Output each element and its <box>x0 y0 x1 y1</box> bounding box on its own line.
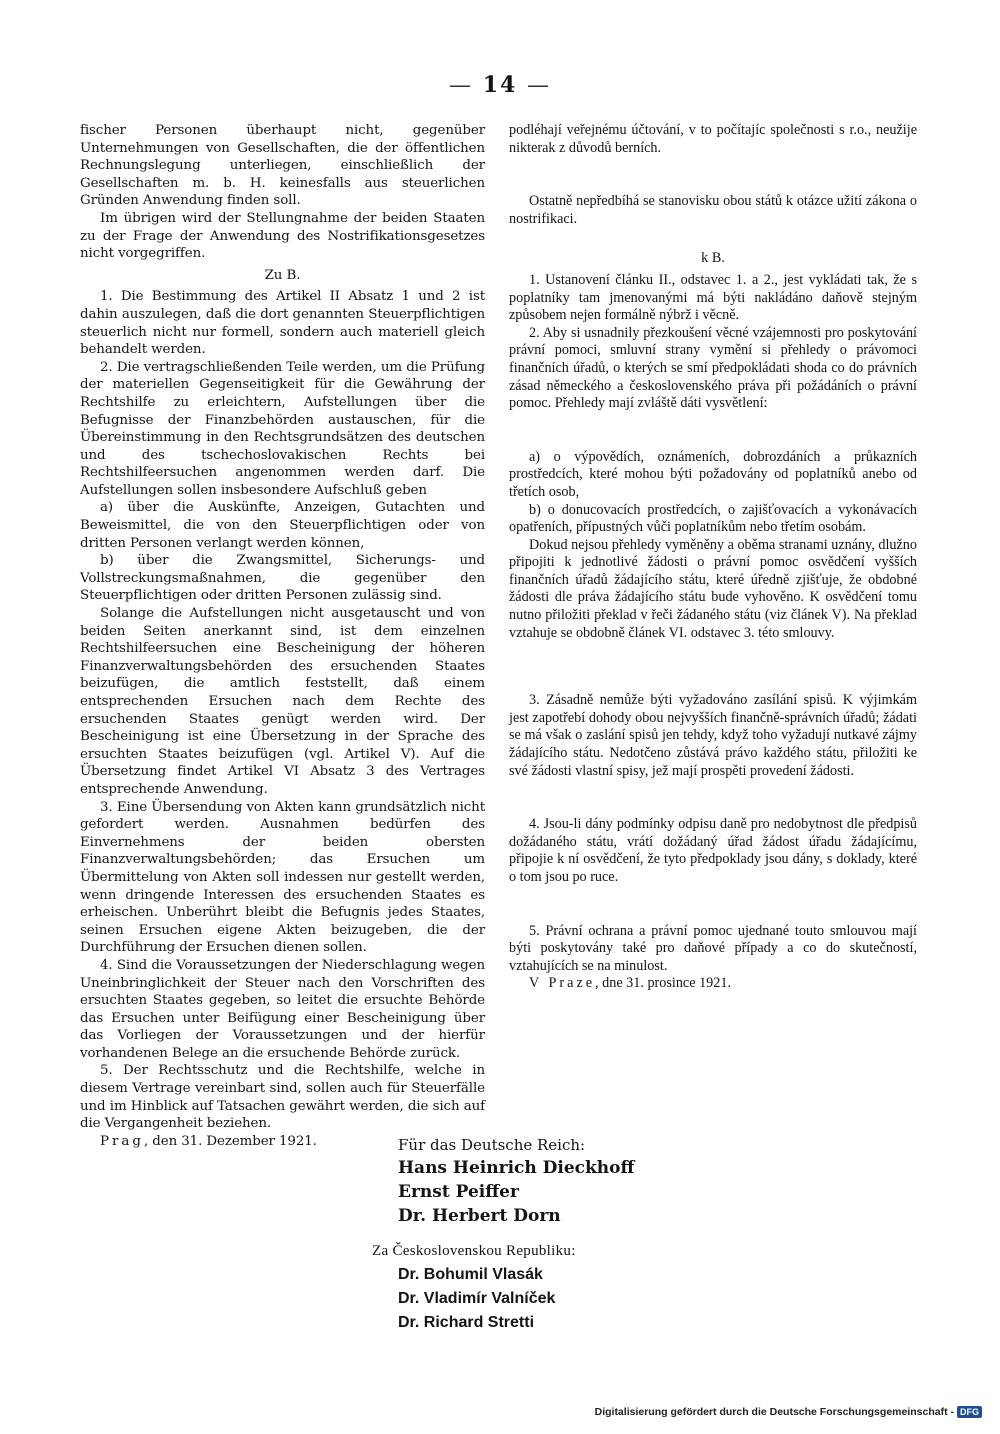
czech-paragraph: Ostatně nepředbíhá se stanovisku obou států k otázce užití zákona o nostrifikaci. <box>509 193 917 227</box>
czech-item-1: 1. Ustanovení článku II., odstavec 1. a 2., jest vykládati tak, že s poplatníky tam jmenovanými má býti nakládáno daňově stejným způsobem nejen formálně nýbrž i věcně. <box>509 271 917 324</box>
german-item-3: 3. Eine Übersendung von Akten kann grundsätzlich nicht gefordert werden. Ausnahmen bedürfen des Einvernehmens der beiden obersten Finanzverwaltungsbehörden; das Ersuchen um Übermittelung von Akten soll indessen nur gestellt werden, wenn dringende Interessen des ersuchenden Staates es erheischen. Unberührt bleibt die Befugnis jedes Staates, seinen Ersuchen eigene Akten beizugeben, die der Durchführung der Ersuchen dienen sollen. <box>80 799 485 956</box>
czech-paragraph: podléhají veřejnému účtování, v to počítajíc společnosti s r.o., neužije nikterak z důvodů berních. <box>509 122 917 156</box>
german-signatory: Ernst Peiffer <box>398 1182 519 1202</box>
german-item-2a: a) über die Auskünfte, Anzeigen, Gutachten und Beweismittel, die von den Steuerpflichtigen oder von dritten Personen verlangt werden können, <box>80 500 485 551</box>
german-signatory: Hans Heinrich Dieckhoff <box>398 1158 635 1178</box>
czech-signatory: Dr. Vladimír Valníček <box>398 1290 556 1307</box>
credit-text: Digitalisierung gefördert durch die Deutsche Forschungsgemeinschaft - <box>594 1406 954 1418</box>
german-dateline: Prag, den 31. Dezember 1921. <box>100 1133 317 1149</box>
czech-item-2: 2. Aby si usnadnily přezkoušení věcné vzájemnosti pro poskytování právní pomoci, smluvní strany vymění si přehledy o právomoci finančních úřadů, o kterých se smí předpokládati shoda co do právních zásad německého a československého práva při požádáních o právní pomoc. Přehledy mají zvláště dáti vysvětlení: <box>509 324 917 412</box>
czech-signatory: Dr. Richard Stretti <box>398 1314 535 1331</box>
czech-item-3: 3. Zásadně nemůže býti vyžadováno zasílání spisů. K výjimkám jest zapotřebí dohody obou nejvyšších finančně-správních úřadů; žádati se má však o zaslání spisů jen tehdy, když toho vyžadují nutkavé zájmy žádajícího státu. Nedotčeno zůstává právo každého státu, přiložiti ke své žádosti vlastní spisy, jež mají prospěti provedení žádosti. <box>509 692 917 779</box>
german-signatory-lead: Für das Deutsche Reich: <box>398 1136 586 1154</box>
german-paragraph: fischer Personen überhaupt nicht, gegenüber Unternehmungen von Gesellschaften, die der öffentlichen Rechnungslegung unterliegen, einschließlich der Gesellschaften m. b. H. keinesfalls aus steuerlichen Gründen Anwendung finden soll. <box>80 123 485 209</box>
german-item-5: 5. Der Rechtsschutz und die Rechtshilfe, welche in diesem Vertrage vereinbart sind, sollen auch für Steuerfälle und im Hinblick auf Tatsachen gewährt werden, die sich auf die Vergangenheit beziehen. <box>80 1063 485 1132</box>
digitization-credit <box>595 1406 982 1418</box>
german-item-2: 2. Die vertragschließenden Teile werden, um die Prüfung der materiellen Gegenseitigkeit für die Gewährung der Rechtshilfe zu erleichtern, Aufstellungen über die Befugnisse der Finanzbehörden austauschen, für die Übereinstimmung in den Rechtsgrundsätzen des deutschen und des tschechoslovakischen Rechts bei Rechtshilfeersuchen angenommen werden darf. Die Aufstellungen sollen insbesondere Aufschluß geben <box>80 359 485 498</box>
czech-column <box>509 122 917 993</box>
german-item-2-continued: Solange die Aufstellungen nicht ausgetauscht und von beiden Seiten anerkannt sind, ist dem einzelnen Rechtshilfeersuchen eine Bescheinigung der höheren Finanzverwaltungsbehörden des ersuchenden Staates beizufügen, die amtlich feststellt, daß einem entsprechenden Ersuchen nach dem Rechte des ersuchenden Staates genügt werden wird. Der Bescheinigung ist eine Übersetzung in der Sprache des ersuchten Staates beizufügen (vgl. Artikel V). Auf die Übersetzung findet Artikel VI Absatz 3 des Vertrages entsprechende Anwendung. <box>80 606 485 797</box>
dfg-logo: DFG <box>957 1406 982 1418</box>
page-number: — 14 — <box>449 72 551 98</box>
czech-dateline: V Praze, dne 31. prosince 1921. <box>529 975 731 992</box>
german-column <box>80 122 485 1150</box>
czech-signatory-lead: Za Československou Republiku: <box>372 1243 576 1259</box>
german-item-2b: b) über die Zwangsmittel, Sicherungs- und Vollstreckungsmaßnahmen, die gegenüber den Steuerpflichtigen oder dritten Personen zulässig sind. <box>80 553 485 604</box>
czech-item-2b: b) o donucovacích prostředcích, o zajišťovacích a vykonávacích opatřeních, přípustných vůči poplatníkům nebo třetím osobám. <box>509 501 917 536</box>
german-item-4: 4. Sind die Voraussetzungen der Niederschlagung wegen Uneinbringlichkeit der Steuer nach den Vorschriften des ersuchten Staates gegeben, so leitet die ersuchte Behörde das Ersuchen unter Beifügung einer Bescheinigung über das Vorliegen der Voraussetzungen und der hierfür vorhandenen Belege an die ersuchende Behörde zurück. <box>80 957 485 1061</box>
german-signatory: Dr. Herbert Dorn <box>398 1206 561 1226</box>
signature-block <box>372 1136 818 1336</box>
czech-signatory: Dr. Bohumil Vlasák <box>398 1266 543 1283</box>
czech-item-2-continued: Dokud nejsou přehledy vyměněny a oběma stranami uznány, dlužno připojiti k jednotlivé žádosti o právní pomoc osvědčení vyšších finančních úřadů žádajícího státu, které úředně zjišťuje, že obdobné žádosti dle práva žádajícího státu bude vyhověno. K osvědčení tomu nutno přiložiti překlad v řeči žádaného státu (viz článek V). Na překlad vztahuje se obdobně článek VI. odstavec 3. této smlouvy. <box>509 536 917 641</box>
czech-item-5: 5. Právní ochrana a právní pomoc ujednané touto smlouvou mají býti poskytovány také pro daňové případy a co do skutečností, vztahujících se na minulost. <box>509 922 917 974</box>
czech-item-2a: a) o výpovědích, oznámeních, dobrozdáních a průkazních prostředcích, které mohou býti požadovány od poplatníků anebo od třetích osob, <box>509 448 917 500</box>
german-item-1: 1. Die Bestimmung des Artikel II Absatz 1 und 2 ist dahin auszulegen, daß die dort genannten Steuerpflichtigen steuerlich nicht nur formell, sondern auch materiell gleich behandelt werden. <box>80 289 485 358</box>
czech-item-4: 4. Jsou-li dány podmínky odpisu daně pro nedobytnost dle předpisů dožádaného státu, vrátí dožádaný úřad žádost úřadu žádajícímu, připojie k ní osvědčení, že tyto předpoklady jsou dány, s doklady, které o tom jsou po ruce. <box>509 816 917 885</box>
czech-section-heading: k B. <box>701 250 725 267</box>
german-paragraph: Im übrigen wird der Stellungnahme der beiden Staaten zu der Frage der Anwendung des Nostrifikationsgesetzes nicht vorgegriffen. <box>80 210 485 262</box>
german-section-heading: Zu B. <box>264 267 301 283</box>
